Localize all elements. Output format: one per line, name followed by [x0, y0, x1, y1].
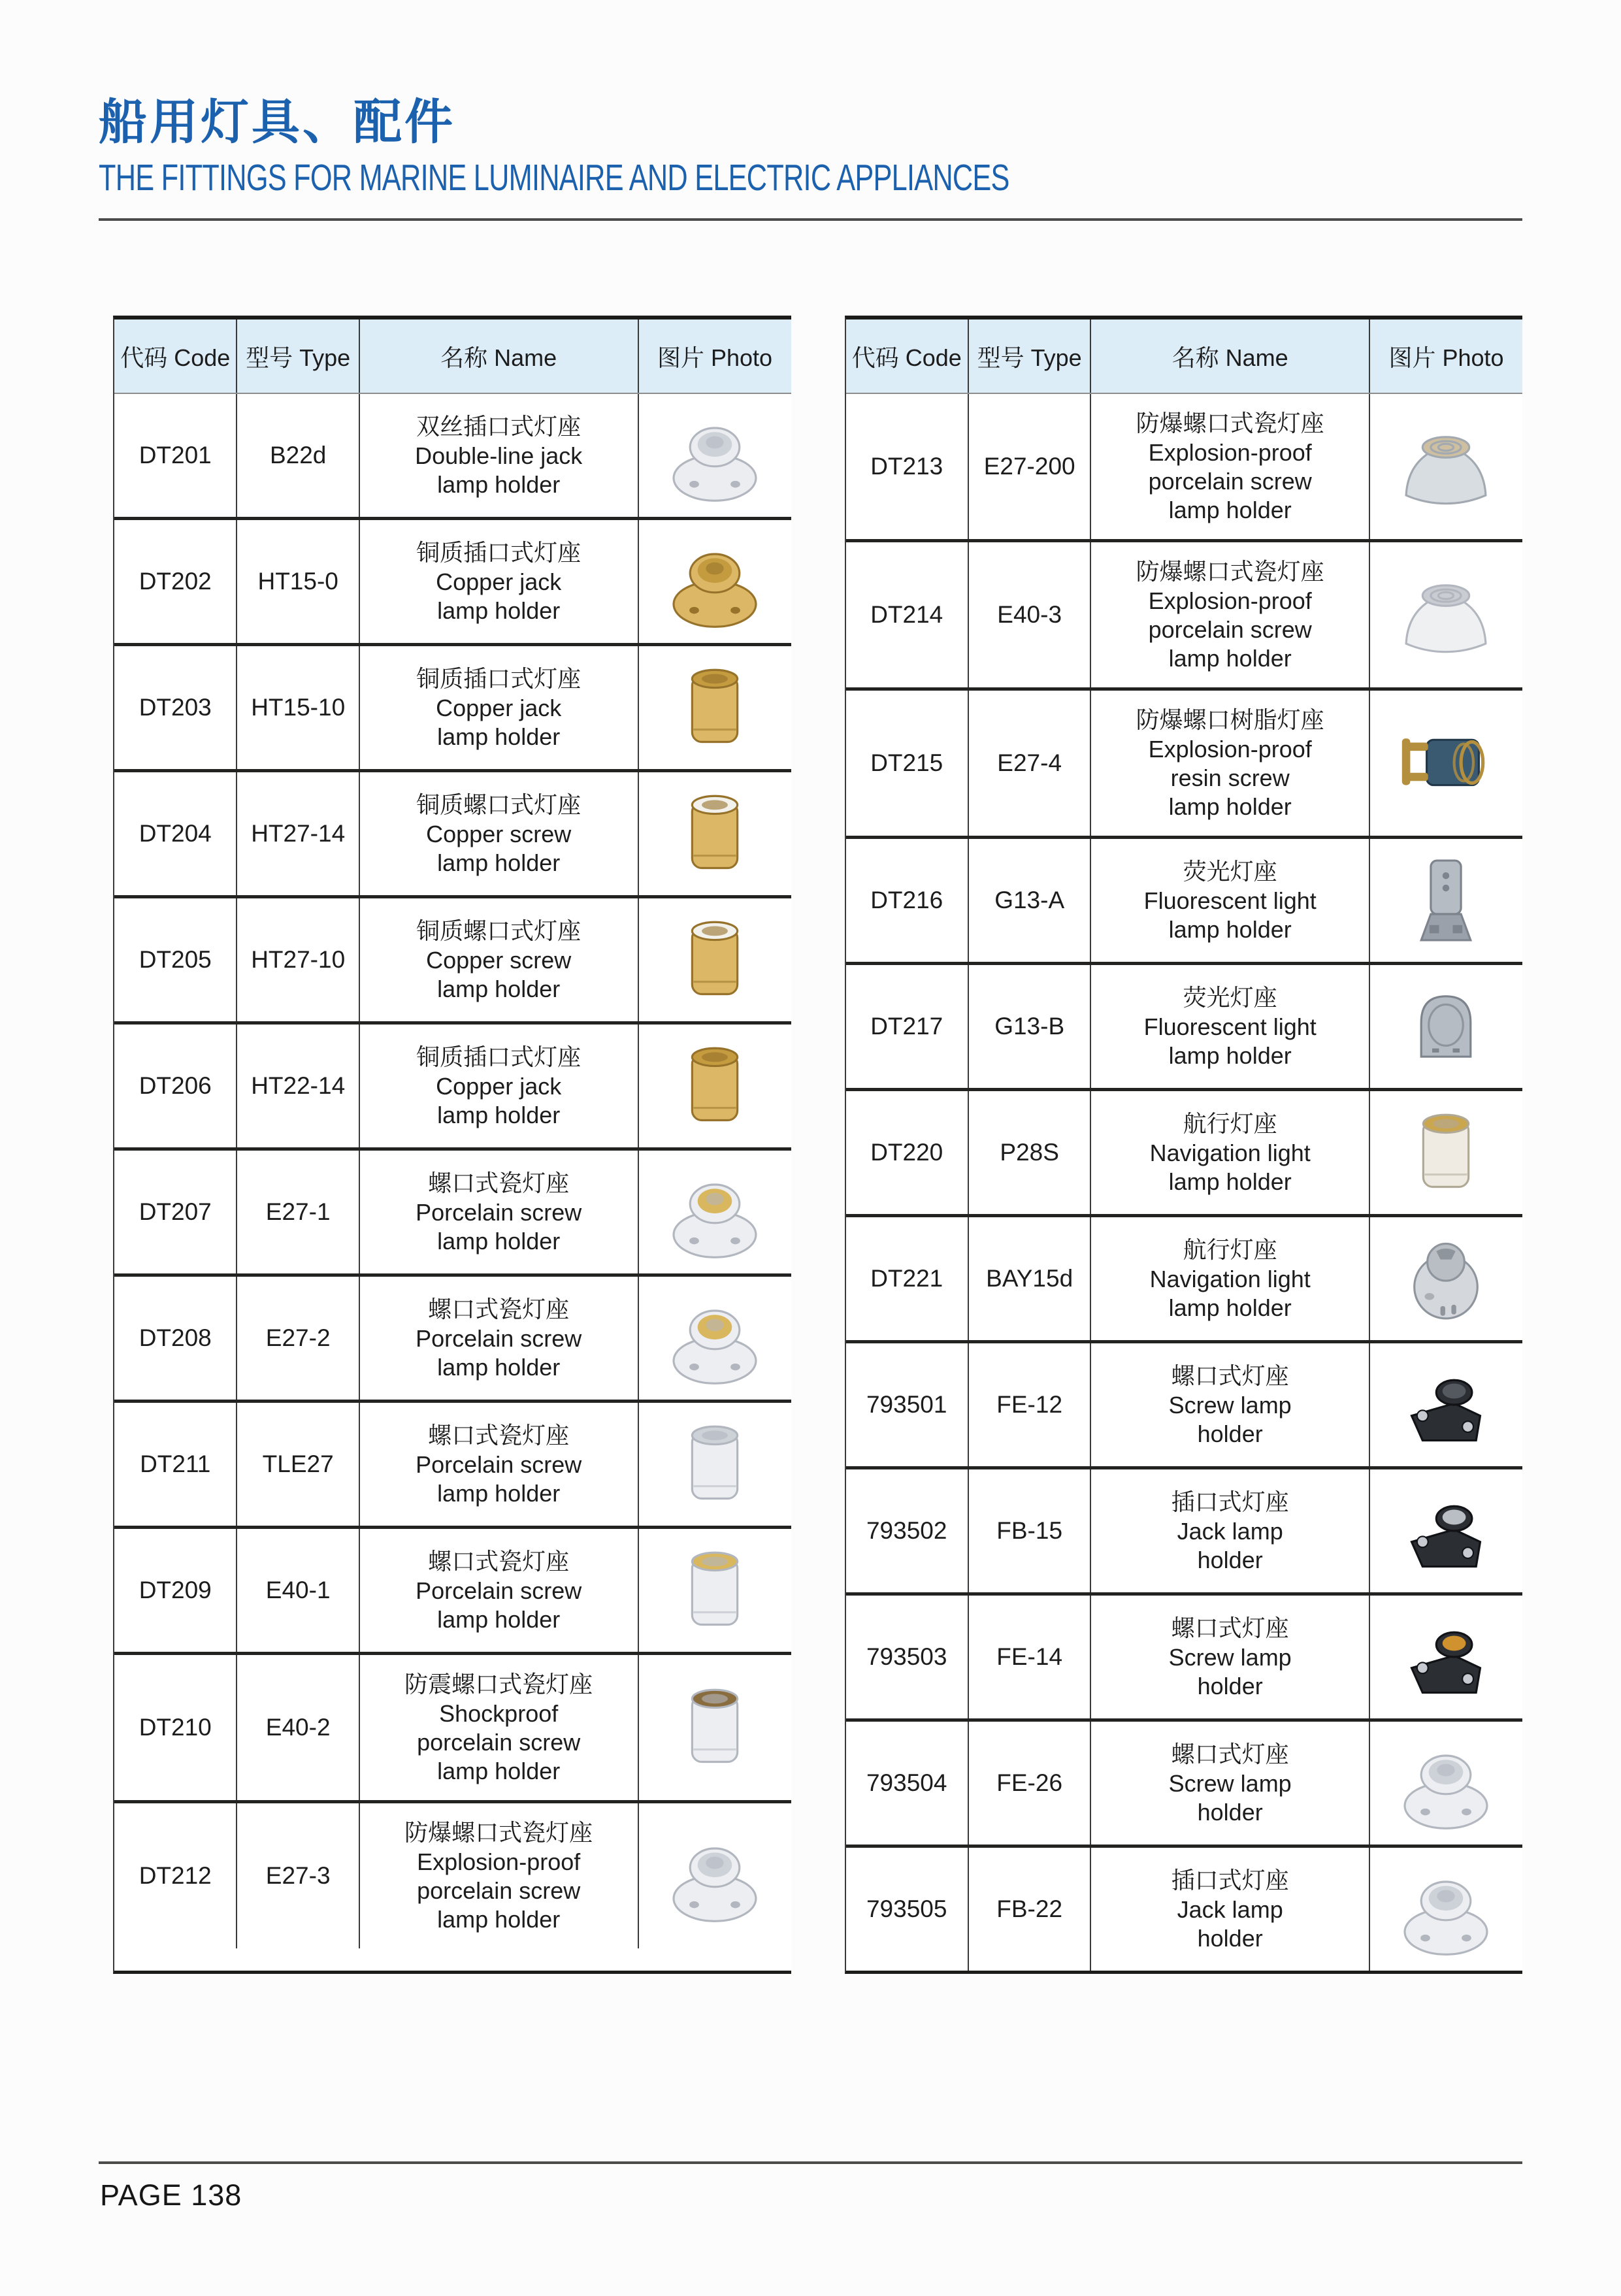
table-row [114, 1021, 791, 1147]
catalog-page [0, 97, 1621, 2296]
product-code: DT207 [114, 1151, 237, 1273]
product-name [1091, 1596, 1370, 1718]
column-header-photo: 图片 Photo [657, 344, 773, 371]
product-photo-icon [660, 1673, 770, 1782]
product-photo-icon [1391, 972, 1501, 1081]
table-row [846, 539, 1523, 687]
product-name-en: Navigation light lamp holder [1149, 1140, 1311, 1195]
product-name-en: Screw lamp holder [1168, 1392, 1292, 1447]
column-header-name: 名称 Name [1091, 320, 1370, 393]
product-name [360, 898, 639, 1021]
product-photo-cell [1370, 1722, 1522, 1845]
product-code: DT213 [846, 394, 969, 539]
product-photo-cell [639, 520, 791, 643]
product-name-en: Jack lamp holder [1177, 1896, 1283, 1952]
table-body [114, 394, 791, 1948]
product-name-en: Explosion-proof porcelain screw lamp holder [1148, 587, 1312, 672]
product-type: E27-4 [969, 691, 1091, 836]
product-name-en: Fluorescent light lamp holder [1143, 887, 1317, 943]
product-type: HT15-10 [237, 646, 359, 769]
product-name [360, 1151, 639, 1273]
product-name-cn: 铜质插口式灯座 [416, 1043, 581, 1070]
product-name-en: Porcelain screw lamp holder [416, 1451, 582, 1507]
product-type: E27-3 [237, 1803, 359, 1948]
product-type: E40-1 [237, 1529, 359, 1652]
product-photo-cell [1370, 1343, 1522, 1466]
product-type: FE-14 [969, 1596, 1091, 1718]
product-photo-cell [1370, 691, 1522, 836]
product-table [113, 316, 791, 1974]
product-code: DT210 [114, 1655, 237, 1800]
column-header-name: 名称 Name [360, 320, 639, 393]
product-photo-cell [1370, 839, 1522, 962]
product-name-en: Screw lamp holder [1168, 1644, 1292, 1699]
product-name-en: Porcelain screw lamp holder [416, 1577, 582, 1633]
product-name-cn: 螺口式瓷灯座 [428, 1170, 570, 1196]
product-photo-icon [1391, 1350, 1501, 1460]
table-header-row [114, 320, 791, 394]
product-type: HT22-14 [237, 1025, 359, 1147]
column-header-code: 代码 Code [846, 320, 969, 393]
product-photo-cell [639, 1151, 791, 1273]
product-name-en: Double-line jack lamp holder [415, 442, 583, 498]
product-name-cn: 螺口式灯座 [1171, 1615, 1289, 1641]
footer-divider [99, 2161, 1522, 2164]
table-body [846, 394, 1523, 1971]
product-type: P28S [969, 1091, 1091, 1214]
product-photo-icon [1391, 1224, 1501, 1334]
product-name-en: Copper jack lamp holder [436, 568, 562, 624]
table-row [846, 394, 1523, 539]
product-photo-icon [660, 401, 770, 510]
header-divider [99, 218, 1522, 221]
product-photo-cell [639, 1277, 791, 1400]
product-code: DT214 [846, 542, 969, 687]
product-photo-icon [660, 779, 770, 889]
product-name [1091, 965, 1370, 1088]
product-code: DT220 [846, 1091, 969, 1214]
product-name-cn: 铜质螺口式灯座 [416, 917, 581, 944]
table-row [114, 394, 791, 517]
product-photo-cell [1370, 1596, 1522, 1718]
product-name-cn: 防爆螺口树脂灯座 [1136, 706, 1324, 733]
product-name [360, 772, 639, 895]
product-name [1091, 1722, 1370, 1845]
table-row [846, 1340, 1523, 1466]
product-name-cn: 螺口式瓷灯座 [428, 1548, 570, 1575]
product-photo-cell [639, 898, 791, 1021]
product-type: HT27-10 [237, 898, 359, 1021]
product-name-cn: 插口式灯座 [1171, 1867, 1289, 1894]
table-row [114, 1652, 791, 1800]
product-code: DT204 [114, 772, 237, 895]
product-photo-icon [1391, 1854, 1501, 1964]
product-photo-cell [1370, 394, 1522, 539]
page-title-cn: 船用灯具、配件 [99, 95, 455, 149]
product-name-cn: 防爆螺口式瓷灯座 [1136, 410, 1324, 436]
product-code: DT206 [114, 1025, 237, 1147]
product-photo-icon [660, 527, 770, 636]
product-name-en: Copper jack lamp holder [436, 1073, 562, 1128]
product-name-cn: 铜质螺口式灯座 [416, 791, 581, 818]
product-photo-icon [660, 653, 770, 763]
product-photo-icon [660, 905, 770, 1015]
column-header-type: 型号 Type [969, 320, 1091, 393]
table-row [114, 1526, 791, 1652]
table-row [846, 1088, 1523, 1214]
product-photo-cell [1370, 1091, 1522, 1214]
product-code: DT209 [114, 1529, 237, 1652]
product-type: E40-3 [969, 542, 1091, 687]
product-name-cn: 航行灯座 [1183, 1236, 1277, 1263]
product-code: DT201 [114, 394, 237, 517]
product-code: DT212 [114, 1803, 237, 1948]
product-type: HT15-0 [237, 520, 359, 643]
product-photo-icon [1391, 1602, 1501, 1712]
product-code: DT217 [846, 965, 969, 1088]
table-row [846, 687, 1523, 836]
product-photo-icon [1391, 1098, 1501, 1207]
product-name [360, 646, 639, 769]
product-type: E40-2 [237, 1655, 359, 1800]
product-name-cn: 防震螺口式瓷灯座 [404, 1671, 593, 1697]
product-type: B22d [237, 394, 359, 517]
product-name-cn: 螺口式灯座 [1171, 1362, 1289, 1389]
product-photo-cell [639, 646, 791, 769]
product-photo-icon [1391, 1476, 1501, 1586]
product-name-cn: 螺口式瓷灯座 [428, 1422, 570, 1449]
product-name [1091, 1848, 1370, 1971]
product-type: HT27-14 [237, 772, 359, 895]
product-name-cn: 螺口式灯座 [1171, 1741, 1289, 1767]
product-name-cn: 荧光灯座 [1183, 858, 1277, 885]
page-number: PAGE 138 [100, 2178, 242, 2212]
product-name-en: Shockproof porcelain screw lamp holder [417, 1700, 581, 1784]
product-name [1091, 839, 1370, 962]
product-table [845, 316, 1523, 1974]
product-photo-icon [660, 1535, 770, 1645]
product-photo-cell [639, 1803, 791, 1948]
product-name [360, 394, 639, 517]
product-photo-icon [1391, 412, 1501, 521]
product-photo-icon [660, 1409, 770, 1519]
product-code: 793502 [846, 1469, 969, 1592]
column-header-photo: 图片 Photo [1388, 344, 1504, 371]
product-code: DT211 [114, 1403, 237, 1526]
product-code: DT215 [846, 691, 969, 836]
product-name-en: Navigation light lamp holder [1149, 1266, 1311, 1321]
product-type: E27-200 [969, 394, 1091, 539]
product-type: E27-2 [237, 1277, 359, 1400]
product-type: G13-A [969, 839, 1091, 962]
product-name-en: Porcelain screw lamp holder [416, 1199, 582, 1255]
product-type: E27-1 [237, 1151, 359, 1273]
product-photo-icon [660, 1283, 770, 1393]
catalog-tables [99, 316, 1522, 1974]
product-photo-cell [639, 1025, 791, 1147]
product-name-cn: 铜质插口式灯座 [416, 665, 581, 692]
table-row [846, 836, 1523, 962]
table-row [846, 1845, 1523, 1971]
product-name-cn: 插口式灯座 [1171, 1488, 1289, 1515]
product-name-en: Fluorescent light lamp holder [1143, 1013, 1317, 1069]
product-name [360, 1803, 639, 1948]
product-name-en: Explosion-proof porcelain screw lamp holder [417, 1848, 581, 1933]
product-type: FB-15 [969, 1469, 1091, 1592]
product-code: DT208 [114, 1277, 237, 1400]
product-photo-icon [660, 1031, 770, 1141]
table-row [114, 1400, 791, 1526]
product-photo-icon [660, 1821, 770, 1931]
table-row [846, 1466, 1523, 1592]
table-row [846, 1214, 1523, 1340]
product-name-cn: 铜质插口式灯座 [416, 539, 581, 566]
product-type: BAY15d [969, 1217, 1091, 1340]
product-type: G13-B [969, 965, 1091, 1088]
table-row [114, 643, 791, 769]
product-name [360, 1403, 639, 1526]
product-code: DT205 [114, 898, 237, 1021]
product-code: 793501 [846, 1343, 969, 1466]
product-photo-cell [1370, 542, 1522, 687]
product-name-en: Porcelain screw lamp holder [416, 1325, 582, 1381]
product-photo-cell [639, 1655, 791, 1800]
product-code: DT221 [846, 1217, 969, 1340]
product-name [360, 1025, 639, 1147]
column-header-code: 代码 Code [114, 320, 237, 393]
product-name-en: Screw lamp holder [1168, 1770, 1292, 1826]
product-code: 793503 [846, 1596, 969, 1718]
product-name-cn: 双丝插口式灯座 [416, 413, 581, 440]
table-row [846, 962, 1523, 1088]
product-type: FE-26 [969, 1722, 1091, 1845]
page-title-en: THE FITTINGS FOR MARINE LUMINAIRE AND ELECTRIC APPLIANCES [99, 157, 1009, 199]
product-photo-icon [660, 1157, 770, 1267]
product-code: DT203 [114, 646, 237, 769]
product-photo-cell [1370, 1469, 1522, 1592]
product-code: 793504 [846, 1722, 969, 1845]
product-photo-icon [1391, 708, 1501, 818]
product-name [1091, 691, 1370, 836]
product-photo-icon [1391, 560, 1501, 670]
product-name-en: Copper jack lamp holder [436, 695, 562, 750]
table-row [114, 1800, 791, 1948]
product-name [360, 1277, 639, 1400]
product-name [1091, 394, 1370, 539]
product-name [1091, 1091, 1370, 1214]
product-type: FE-12 [969, 1343, 1091, 1466]
product-name [1091, 1217, 1370, 1340]
product-photo-icon [1391, 845, 1501, 955]
product-photo-cell [639, 1529, 791, 1652]
product-name-en: Explosion-proof porcelain screw lamp holder [1148, 439, 1312, 523]
product-code: 793505 [846, 1848, 969, 1971]
product-photo-cell [639, 1403, 791, 1526]
product-name-en: Copper screw lamp holder [426, 947, 572, 1002]
product-name [360, 520, 639, 643]
product-name-cn: 荧光灯座 [1183, 984, 1277, 1011]
table-row [846, 1718, 1523, 1845]
table-row [114, 1147, 791, 1273]
product-photo-cell [639, 772, 791, 895]
product-name-en: Explosion-proof resin screw lamp holder [1148, 736, 1312, 820]
product-name [360, 1529, 639, 1652]
product-name-cn: 防爆螺口式瓷灯座 [404, 1819, 593, 1846]
product-code: DT202 [114, 520, 237, 643]
product-name [1091, 1343, 1370, 1466]
product-name-en: Jack lamp holder [1177, 1518, 1283, 1573]
product-photo-cell [1370, 965, 1522, 1088]
table-row [114, 769, 791, 895]
table-row [114, 1273, 791, 1400]
product-type: FB-22 [969, 1848, 1091, 1971]
product-name [360, 1655, 639, 1800]
product-name-en: Copper screw lamp holder [426, 821, 572, 876]
table-header-row [846, 320, 1523, 394]
product-name [1091, 1469, 1370, 1592]
product-name [1091, 542, 1370, 687]
product-name-cn: 航行灯座 [1183, 1110, 1277, 1137]
product-type: TLE27 [237, 1403, 359, 1526]
table-row [846, 1592, 1523, 1718]
product-name-cn: 防爆螺口式瓷灯座 [1136, 558, 1324, 585]
product-code: DT216 [846, 839, 969, 962]
product-name-cn: 螺口式瓷灯座 [428, 1296, 570, 1322]
product-photo-cell [1370, 1848, 1522, 1971]
table-row [114, 895, 791, 1021]
column-header-type: 型号 Type [237, 320, 359, 393]
table-row [114, 517, 791, 643]
product-photo-cell [1370, 1217, 1522, 1340]
product-photo-cell [639, 394, 791, 517]
product-photo-icon [1391, 1728, 1501, 1838]
